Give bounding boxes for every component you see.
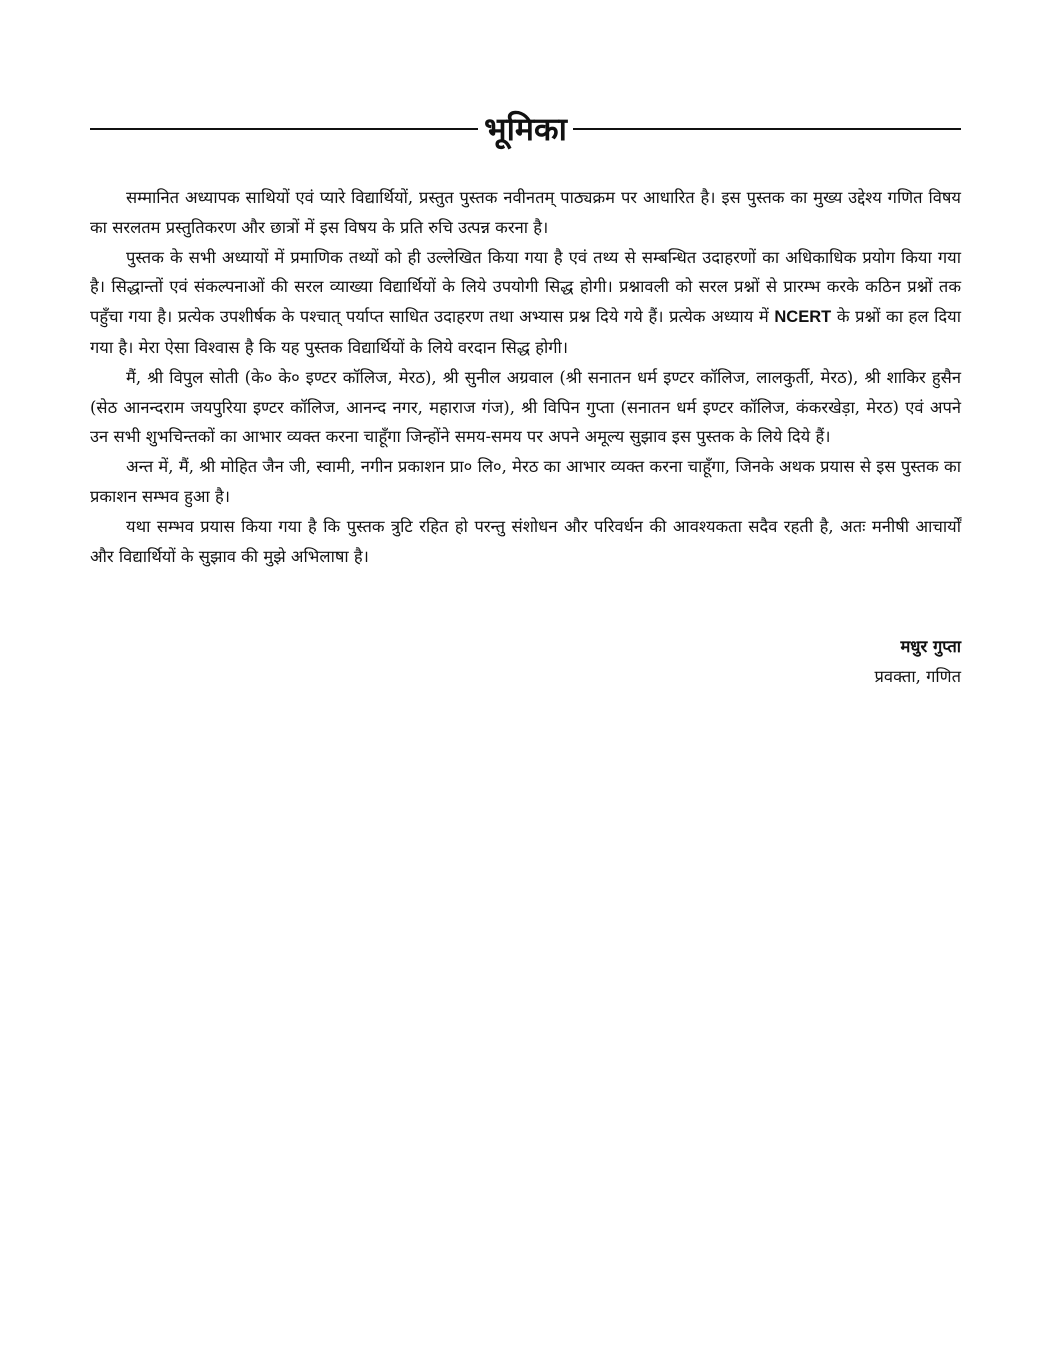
paragraph-1: सम्मानित अध्यापक साथियों एवं प्यारे विद्यार्थियों, प्रस्तुत पुस्तक नवीनतम् पाठ्यक्रम पर आधारित है। इस पुस्तक का मुख्य उद्देश्य गणित विषय का सरलतम प्रस्तुतिकरण और छात्रों में इस विषय के प्रति रुचि उत्पन्न करना है।	[90, 188, 961, 237]
paragraph-2-text-b: के प्रश्नों का हल दिया गया है। मेरा ऐसा विश्वास है कि यह पुस्तक विद्यार्थियों के लिये वरदान सिद्ध होगी।	[90, 307, 961, 357]
paragraph-4: अन्त में, मैं, श्री मोहित जैन जी, स्वामी, नगीन प्रकाशन प्रा० लि०, मेरठ का आभार व्यक्त करना चाहूँगा, जिनके अथक प्रयास से इस पुस्तक का प्रकाशन सम्भव हुआ है।	[90, 457, 961, 506]
paragraph-3: मैं, श्री विपुल सोती (के० के० इण्टर कॉलिज, मेरठ), श्री सुनील अग्रवाल (श्री सनातन धर्म इण्टर कॉलिज, लालकुर्ती, मेरठ), श्री शाकिर हुसैन (सेठ आनन्दराम जयपुरिया इण्टर कॉलिज, आनन्द नगर, महाराज गंज), श्री विपिन गुप्ता (सनातन धर्म इण्टर कॉलिज, कंकरखेड़ा, मेरठ) एवं अपने उन सभी शुभचिन्तकों का आभार व्यक्त करना चाहूँगा जिन्होंने समय-समय पर अपने अमूल्य सुझाव इस पुस्तक के लिये दिये हैं।	[90, 367, 961, 447]
right-rule	[573, 128, 961, 130]
left-rule	[90, 128, 478, 130]
paragraph-2-text-a: पुस्तक के सभी अध्यायों में प्रमाणिक तथ्यों को ही उल्लेखित किया गया है एवं तथ्य से सम्बन्धित उदाहरणों का अधिकाधिक प्रयोग किया गया है। सिद्धान्तों एवं संकल्पनाओं की सरल व्याख्या विद्यार्थियों के लिये उपयोगी सिद्ध होगी। प्रश्नावली को सरल प्रश्नों से प्रारम्भ करके कठिन प्रश्नों तक पहुँचा गया है। प्रत्येक उपशीर्षक के पश्चात् पर्याप्त साधित उदाहरण तथा अभ्यास प्रश्न दिये गये हैं। प्रत्येक अध्याय में	[90, 247, 961, 327]
heading-row	[90, 104, 961, 154]
author-designation: प्रवक्ता, गणित	[874, 667, 961, 686]
ncert-bold: NCERT	[774, 308, 832, 327]
author-name: मधुर गुप्ता	[900, 637, 961, 656]
page-title: भूमिका	[484, 110, 567, 148]
paragraph-2	[90, 243, 961, 363]
signature-block	[875, 632, 961, 692]
paragraph-5: यथा सम्भव प्रयास किया गया है कि पुस्तक त्रुटि रहित हो परन्तु संशोधन और परिवर्धन की आवश्यकता सदैव रहती है, अतः मनीषी आचार्यों और विद्यार्थियों के सुझाव की मुझे अभिलाषा है।	[90, 516, 961, 566]
preface-body	[90, 183, 961, 571]
